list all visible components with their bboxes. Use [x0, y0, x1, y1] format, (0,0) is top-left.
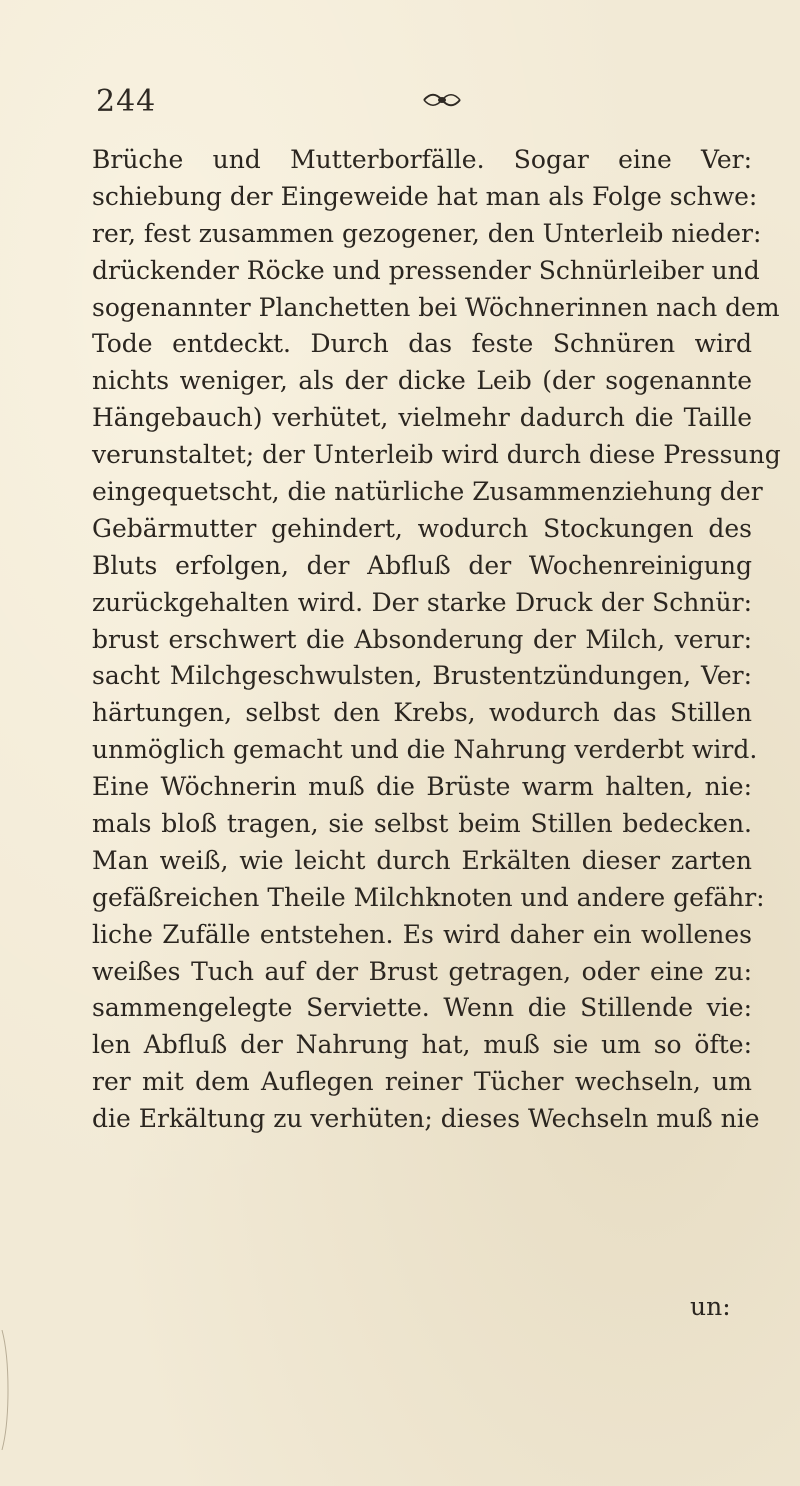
page-number: 244	[96, 84, 157, 119]
text-line: Tode entdeckt. Durch das feste Schnüren wird	[92, 329, 752, 359]
text-line: die Erkältung zu verhüten; dieses Wechseln muß nie	[92, 1104, 760, 1134]
body-text	[92, 142, 781, 1138]
text-line: unmöglich gemacht und die Nahrung verderbt wird.	[92, 735, 758, 765]
text-line: rer mit dem Auflegen reiner Tücher wechseln, um	[92, 1067, 752, 1097]
text-line: Hängebauch) verhütet, vielmehr dadurch die Taille	[92, 403, 752, 433]
text-line: mals bloß tragen, sie selbst beim Stillen bedecken.	[92, 809, 752, 839]
text-line: Brüche und Mutterborfälle. Sogar eine Ver:	[92, 145, 752, 174]
text-line: sogenannter Planchetten bei Wöchnerinnen nach dem	[92, 292, 780, 322]
text-line: len Abfluß der Nahrung hat, muß sie um so öfte:	[92, 1030, 752, 1060]
text-line: gefäßreichen Theile Milchknoten und andere gefähr:	[92, 882, 765, 912]
printer-ornament-icon	[422, 91, 462, 109]
text-line: weißes Tuch auf der Brust getragen, oder eine zu:	[92, 956, 752, 986]
text-line: drückender Röcke und pressender Schnürleiber und	[92, 255, 760, 285]
text-line: eingequetscht, die natürliche Zusammenziehung der	[92, 477, 763, 507]
text-line: sammengelegte Serviette. Wenn die Stillende vie:	[92, 993, 752, 1023]
text-line: nichts weniger, als der dicke Leib (der sogenannte	[92, 366, 752, 396]
page-edge-shadow	[0, 1330, 14, 1450]
text-line: verunstaltet; der Unterleib wird durch diese Pressung	[92, 440, 781, 470]
catchword: un:	[690, 1292, 731, 1321]
text-line: sacht Milchgeschwulsten, Brustentzündungen, Ver:	[92, 661, 752, 691]
text-line: rer, fest zusammen gezogener, den Unterleib nieder:	[92, 218, 762, 248]
text-line: Bluts erfolgen, der Abfluß der Wochenreinigung	[92, 550, 752, 580]
text-line: Man weiß, wie leicht durch Erkälten dieser zarten	[92, 845, 752, 875]
text-line: liche Zufälle entstehen. Es wird daher ein wollenes	[92, 919, 752, 949]
text-line: Eine Wöchnerin muß die Brüste warm halten, nie:	[92, 772, 752, 802]
text-line: brust erschwert die Absonderung der Milch, verur:	[92, 624, 752, 654]
text-line: zurückgehalten wird. Der starke Druck der Schnür:	[92, 587, 752, 617]
text-line: schiebung der Eingeweide hat man als Folge schwe:	[92, 181, 758, 211]
text-line: härtungen, selbst den Krebs, wodurch das Stillen	[92, 698, 752, 728]
text-line: Gebärmutter gehindert, wodurch Stockungen des	[92, 513, 752, 543]
